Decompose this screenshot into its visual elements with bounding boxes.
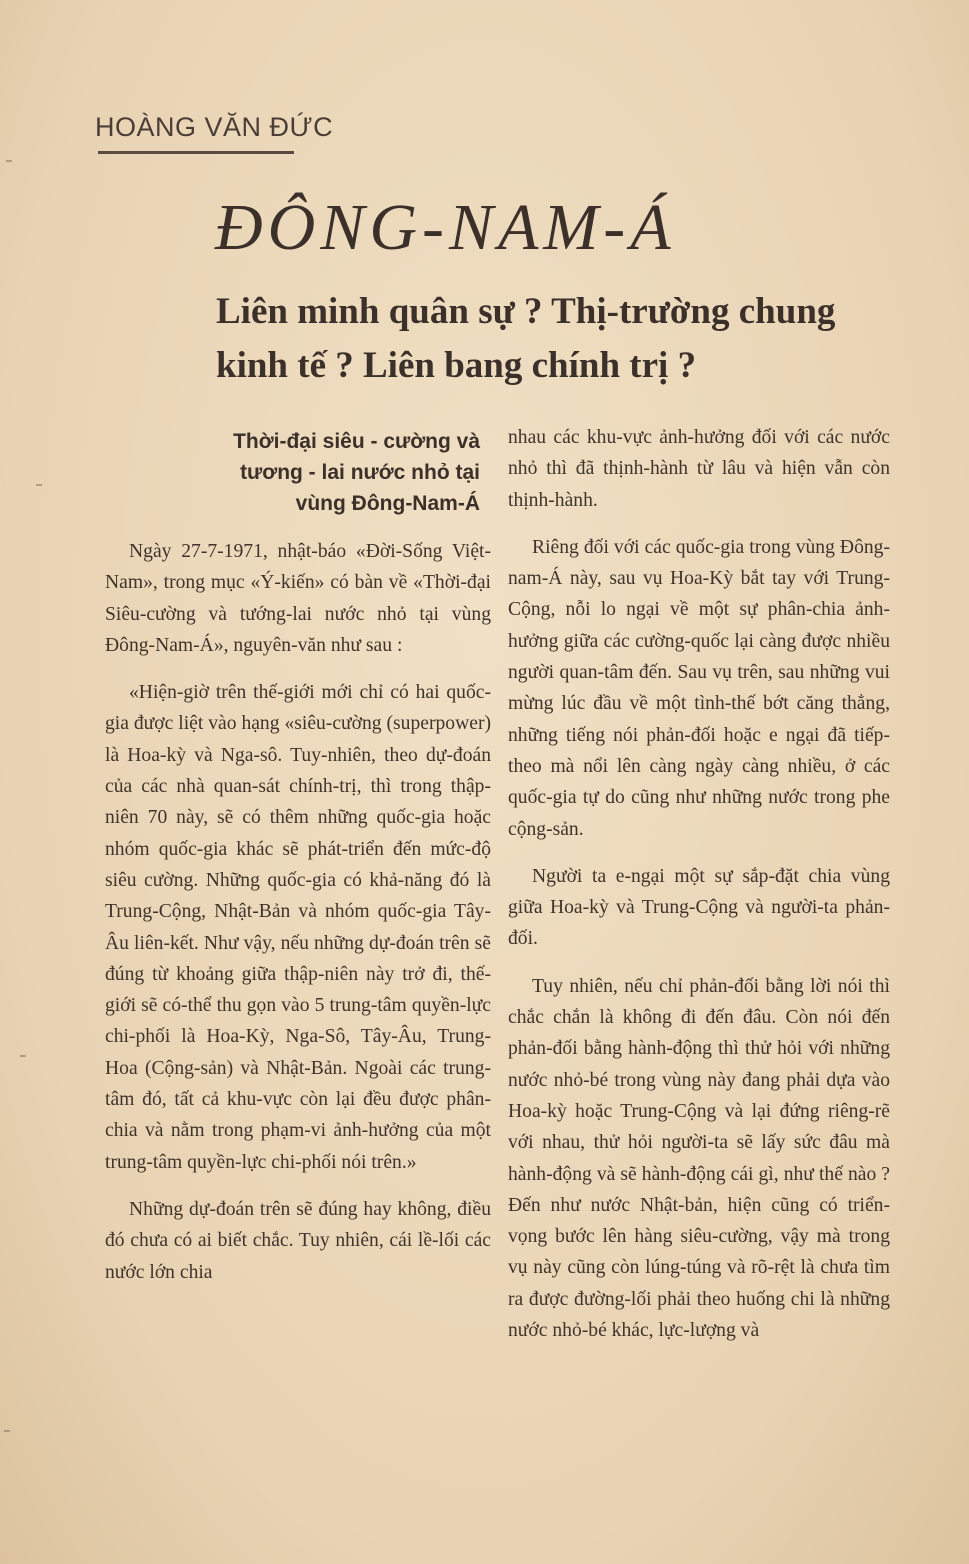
left-column bbox=[105, 536, 491, 1304]
left-paragraph-3: Những dự-đoán trên sẽ đúng hay không, điều đó chưa có ai biết chắc. Tuy nhiên, cái lề-lối các nước lớn chia bbox=[105, 1198, 491, 1283]
right-paragraph-3: Tuy nhiên, nếu chỉ phản-đối bằng lời nói thì chắc chắn là không đi đến đâu. Còn nói đến phản-đối bằng hành-động thì thử hỏi với những nước nhỏ-bé trong vùng này đang phải dựa vào Hoa-kỳ hoặc Trung-Cộng và lại đứng riêng-rẽ với nhau, thử hỏi người-ta sẽ lấy sức đâu mà hành-động và sẽ hành-động cái gì, như thế nào ? Đến như nước Nhật-bản, hiện cũng có triển-vọng bước lên hàng siêu-cường, vậy mà trong vụ này cũng còn lúng-túng và rõ-rệt là chưa tìm ra được đường-lối phải theo huống chi là những nước nhỏ-bé khác, lực-lượng và bbox=[508, 975, 890, 1342]
right-paragraph-2: Người ta e-ngại một sự sắp-đặt chia vùng giữa Hoa-kỳ và Trung-Cộng và người-ta phản-đối. bbox=[508, 865, 890, 950]
right-paragraph-continued: nhau các khu-vực ảnh-hưởng đối với các nước nhỏ thì đã thịnh-hành từ lâu và hiện vẫn còn thịnh-hành. bbox=[508, 427, 890, 511]
article-subtitle-line-1: Liên minh quân sự ? Thị-trường chung bbox=[216, 291, 836, 332]
left-paragraph-1: Ngày 27-7-1971, nhật-báo «Đời-Sống Việt-Nam», trong mục «Ý-kiến» có bàn về «Thời-đại Siêu-cường và tướng-lai nước nhỏ tại vùng Đông-Nam-Á», nguyên-văn như sau : bbox=[105, 541, 491, 656]
right-paragraph-1: Riêng đối với các quốc-gia trong vùng Đông-nam-Á này, sau vụ Hoa-Kỳ bắt tay với Trung-Cộng, nỗi lo ngại về một sự phân-chia ảnh-hưởng giữa các cường-quốc lại càng được nhiều người quan-tâm đến. Sau vụ trên, sau những vui mừng lúc đầu về một tình-thế bớt căng thẳng, những tiếng nói phản-đối hoặc e ngại đã tiếp-theo mà nổi lên càng ngày càng nhiều, ở các quốc-gia tự do cũng như những nước trong phe cộng-sản. bbox=[508, 536, 890, 840]
article-subtitle-line-2: kinh tế ? Liên bang chính trị ? bbox=[216, 345, 697, 386]
section-heading: Thời-đại siêu - cường và tương - lai nước nhỏ tại vùng Đông-Nam-Á bbox=[233, 430, 480, 515]
article-title: ĐÔNG-NAM-Á bbox=[215, 191, 676, 264]
left-paragraph-2: «Hiện-giờ trên thế-giới mới chỉ có hai quốc-gia được liệt vào hạng «siêu-cường (superpower) là Hoa-kỳ và Nga-sô. Tuy-nhiên, theo dự-đoán của các nhà quan-sát chính-trị, thì trong thập-niên 70 này, sẽ có thêm những quốc-gia hoặc nhóm quốc-gia khác sẽ phát-triển đến mức-độ siêu cường. Những quốc-gia có khả-năng đó là Trung-Cộng, Nhật-Bản và nhóm quốc-gia Tây-Âu liên-kết. Như vậy, nếu những dự-đoán trên sẽ đúng từ khoảng giữa thập-niên này trở đi, thế-giới sẽ có-thể thu gọn vào 5 trung-tâm quyền-lực chi-phối là Hoa-Kỳ, Nga-Sô, Tây-Âu, Trung-Hoa (Cộng-sản) và Nhật-Bản. Ngoài các trung-tâm đó, tất cả khu-vực còn lại đều được phân-chia và nằm trong phạm-vi ảnh-hưởng của một trung-tâm quyền-lực chi-phối nói trên.» bbox=[105, 682, 491, 1173]
paper-speck bbox=[4, 1430, 10, 1432]
paper-speck bbox=[36, 484, 42, 486]
paper-speck bbox=[20, 1055, 26, 1057]
author-underline bbox=[98, 151, 294, 154]
right-column bbox=[508, 422, 890, 1362]
author-name: HOÀNG VĂN ĐỨC bbox=[95, 112, 334, 142]
paper-speck bbox=[6, 160, 12, 162]
